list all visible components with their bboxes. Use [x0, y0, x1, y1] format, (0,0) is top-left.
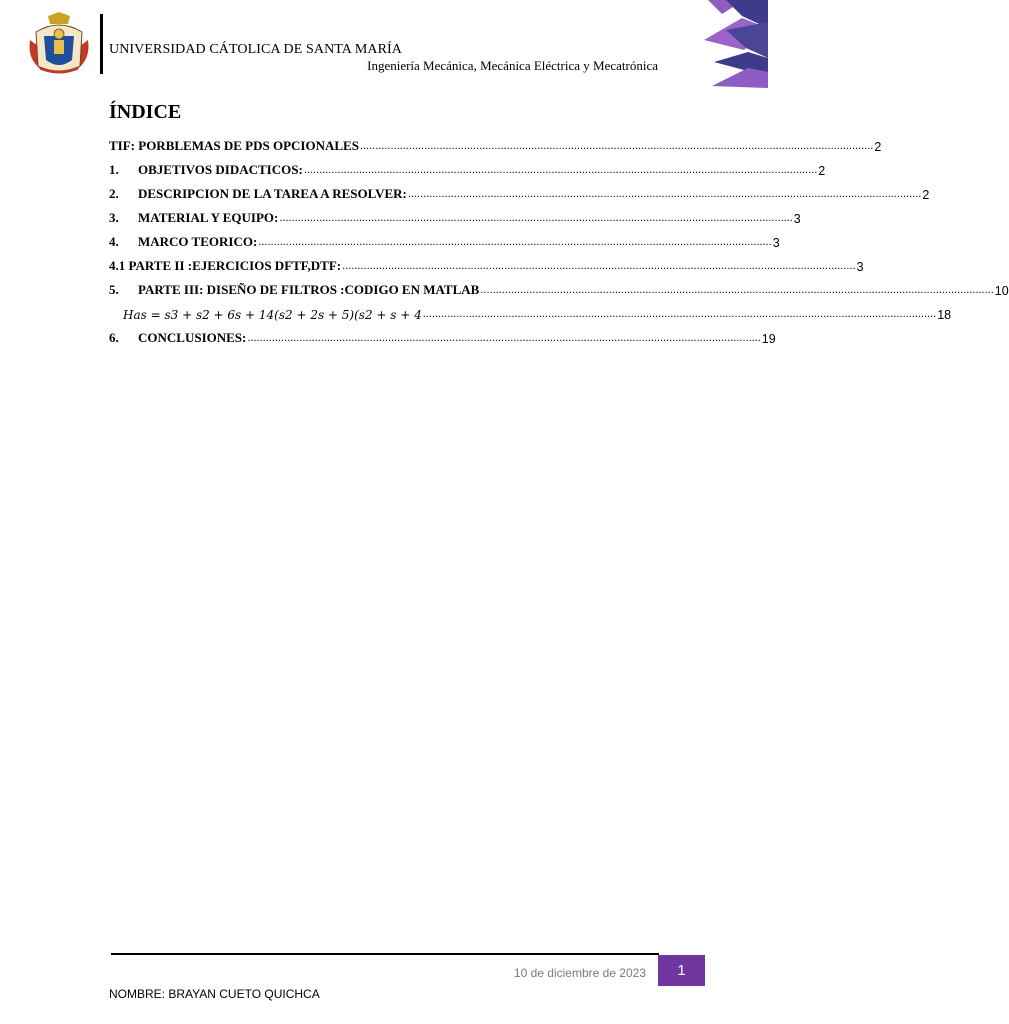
toc-entry[interactable]: [109, 178, 930, 202]
page-number-badge: [658, 955, 705, 986]
toc-leader-dots: ........................................................................................................................................................................: [480, 284, 994, 296]
toc-entry-page: 18: [937, 308, 952, 322]
toc-entry-label: OBJETIVOS DIDACTICOS:: [138, 162, 303, 177]
toc-entry-number: 4.: [109, 234, 119, 249]
author-name: NOMBRE: BRAYAN CUETO QUICHCA: [109, 987, 320, 1001]
toc-entry[interactable]: [109, 322, 776, 346]
toc-leader-dots: ........................................................................................................................................................................: [342, 260, 856, 272]
toc-entry-page: 2: [818, 164, 826, 178]
toc-leader-dots: ........................................................................................................................................................................: [422, 308, 937, 320]
footer-rule: [111, 953, 659, 955]
toc-leader-dots: ........................................................................................................................................................................: [303, 164, 818, 176]
toc-entry[interactable]: [109, 202, 801, 226]
toc-entry-number: 6.: [109, 330, 119, 345]
toc-entry-label: TIF: PORBLEMAS DE PDS OPCIONALES: [109, 138, 359, 153]
university-name: UNIVERSIDAD CÁTOLICA DE SANTA MARÍA: [109, 42, 403, 57]
toc-entry-label: 4.1 PARTE II :EJERCICIOS DFTF,DTF:: [109, 258, 342, 273]
faculty-name: Ingeniería Mecánica, Mecánica Eléctrica y Mecatrónica: [367, 58, 658, 73]
toc-entry-page: 3: [793, 212, 801, 226]
header-divider: [100, 14, 103, 74]
toc-entry-label: PARTE III: DISEÑO DE FILTROS :CODIGO EN MATLAB: [138, 282, 480, 297]
toc-entry[interactable]: [109, 226, 780, 250]
toc-entry[interactable]: [109, 130, 882, 154]
toc-entry-page: 19: [761, 332, 776, 346]
toc-entry-label: MARCO TEORICO:: [138, 234, 258, 249]
toc-entry-number: 1.: [109, 162, 119, 177]
toc-entry-formula: Has = s3 + s2 + 6s + 14(s2 + 2s + 5)(s2 + s + 4: [123, 308, 422, 322]
toc-entry[interactable]: [109, 274, 1009, 298]
toc-entry-number: 3.: [109, 210, 119, 225]
toc-entry-page: 3: [856, 260, 864, 274]
toc-entry-label: DESCRIPCION DE LA TAREA A RESOLVER:: [138, 186, 407, 201]
toc-leader-dots: ........................................................................................................................................................................: [407, 188, 922, 200]
toc-entry[interactable]: [109, 250, 864, 274]
toc-leader-dots: ........................................................................................................................................................................: [359, 140, 874, 152]
toc-leader-dots: ........................................................................................................................................................................: [258, 236, 772, 248]
page-number: 1: [677, 962, 686, 979]
table-of-contents: [109, 130, 1009, 346]
toc-leader-dots: ........................................................................................................................................................................: [247, 332, 761, 344]
toc-entry-label: MATERIAL Y EQUIPO:: [138, 210, 279, 225]
toc-entry-number: 5.: [109, 282, 119, 297]
toc-entry-number: 2.: [109, 186, 119, 201]
toc-entry-page: 2: [922, 188, 930, 202]
university-crest-icon: [24, 10, 94, 80]
toc-entry-page: 2: [874, 140, 882, 154]
footer-date: 10 de diciembre de 2023: [513, 966, 646, 980]
toc-entry-page: 10: [994, 284, 1009, 298]
toc-entry[interactable]: [109, 298, 952, 322]
index-title: ÍNDICE: [109, 101, 182, 123]
toc-entry[interactable]: [109, 154, 826, 178]
toc-entry-page: 3: [772, 236, 780, 250]
purple-chevron-decoration-icon: [704, 0, 768, 88]
toc-leader-dots: ........................................................................................................................................................................: [279, 212, 793, 224]
toc-entry-label: CONCLUSIONES:: [138, 330, 247, 345]
